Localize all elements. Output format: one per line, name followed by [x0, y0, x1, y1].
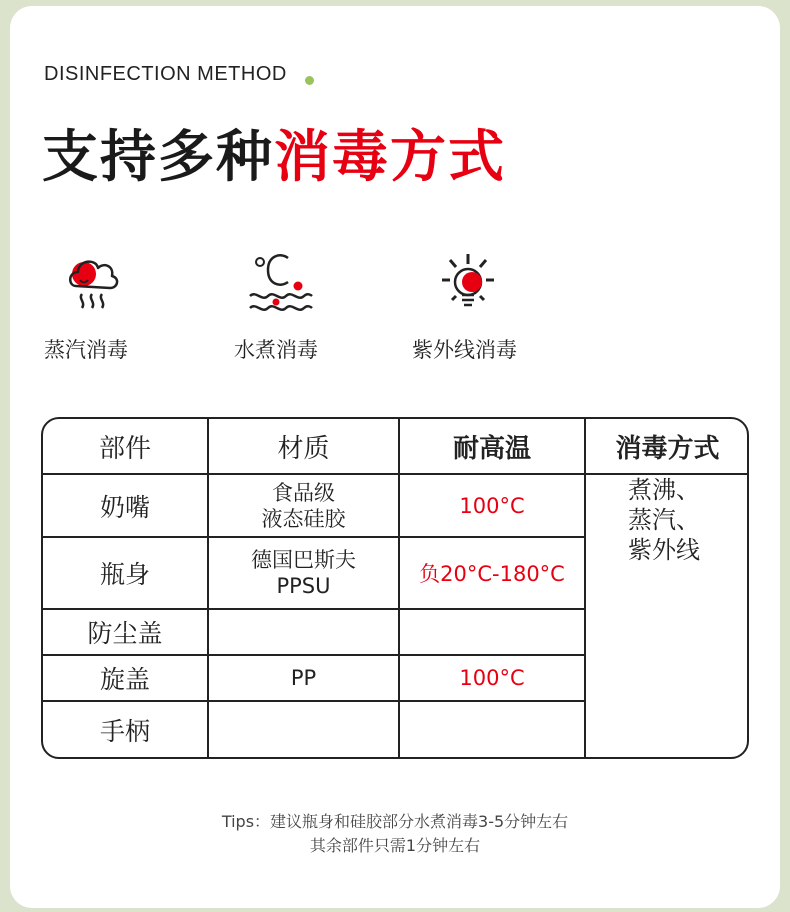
green-dot-decoration [305, 76, 314, 85]
material-line: 食品级 [272, 480, 335, 505]
boiling-water-icon [246, 252, 316, 316]
steam-cloud-icon [66, 252, 122, 316]
part-cell: 手柄 [99, 716, 150, 746]
tips-note [10, 810, 780, 858]
tips-line: 其余部件只需1分钟左右 [309, 836, 481, 855]
material-cell [209, 702, 398, 757]
material-cell [209, 538, 398, 608]
method-steam [44, 252, 204, 372]
temperature-cell: 100°C [459, 666, 525, 690]
part-cell: 旋盖 [99, 665, 150, 694]
material-line: 液态硅胶 [261, 506, 346, 531]
header-cell-part: 部件 [98, 433, 151, 464]
part-cell: 瓶身 [99, 560, 150, 589]
tips-line: Tips：建议瓶身和硅胶部分水煮消毒3-5分钟左右 [221, 812, 569, 831]
material-cell [209, 475, 398, 536]
header-cell-material: 材质 [277, 433, 330, 464]
temperature-cell: 负20°C-180°C [419, 562, 565, 586]
header-cell-method: 消毒方式 [615, 433, 720, 464]
temperature-cell [400, 610, 584, 654]
material-line: PPSU [276, 574, 331, 598]
eyebrow-text: DISINFECTION METHOD [44, 63, 287, 85]
method-uv [412, 252, 572, 372]
material-cell: PP [290, 666, 317, 690]
title-red-part: 消毒方式 [274, 125, 506, 190]
material-cell [209, 610, 398, 654]
method-line: 煮沸、 [628, 476, 700, 504]
method-boil [234, 252, 394, 372]
header-cell-temperature: 耐高温 [452, 433, 531, 464]
page-title [42, 118, 506, 198]
part-cell: 奶嘴 [99, 492, 150, 522]
method-label-steam: 蒸汽消毒 [44, 338, 128, 362]
method-label-boil: 水煮消毒 [234, 338, 318, 362]
method-line: 紫外线 [628, 536, 700, 564]
method-merged-cell [586, 475, 749, 757]
material-line: 德国巴斯夫 [251, 548, 356, 572]
content-card [10, 6, 780, 908]
title-black-part: 支持多种 [42, 125, 274, 190]
temperature-cell [400, 702, 584, 757]
uv-bulb-icon [440, 252, 496, 316]
disinfection-table [41, 417, 749, 759]
temperature-cell: 100°C [459, 493, 525, 518]
part-cell: 防尘盖 [87, 619, 163, 648]
method-label-uv: 紫外线消毒 [412, 338, 517, 362]
method-line: 蒸汽、 [628, 506, 700, 534]
